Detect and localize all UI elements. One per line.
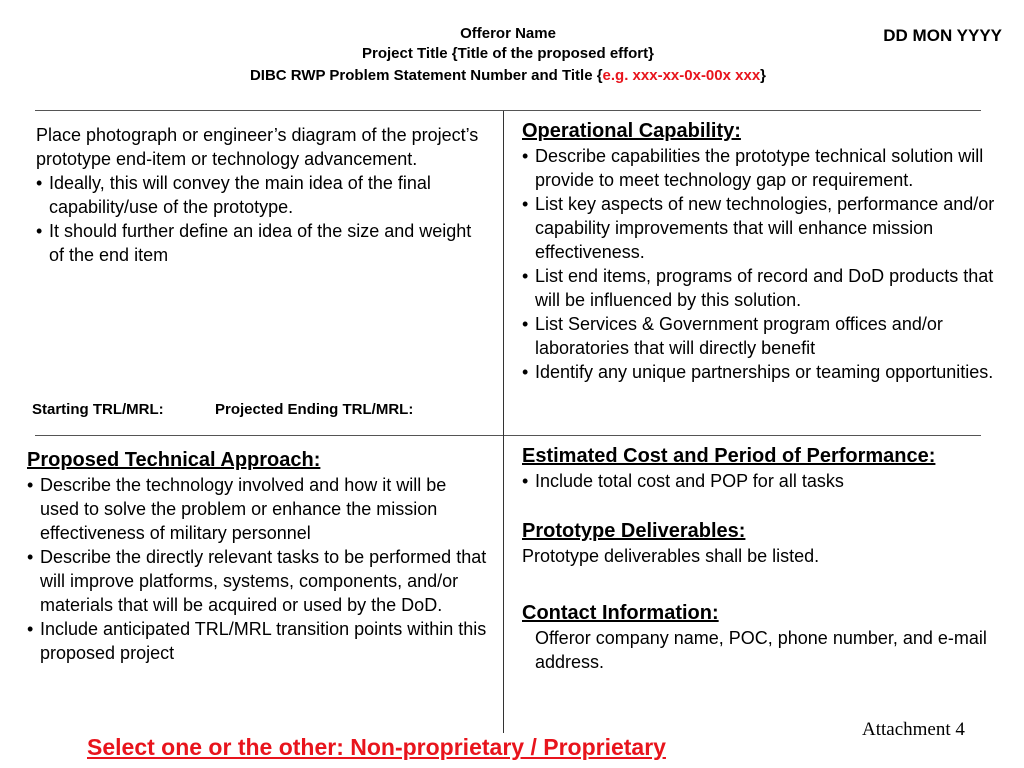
list-item: • It should further define an idea of the size and weight of the end item	[36, 219, 482, 267]
list-item: • List Services & Government program offices and/or laboratories that will directly benefit	[522, 312, 1008, 360]
date-placeholder: DD MON YYYY	[883, 26, 1002, 45]
contact-title: Contact Information:	[522, 602, 719, 624]
list-item: • Ideally, this will convey the main idea of the final capability/use of the prototype.	[36, 171, 482, 219]
deliverables-text: Prototype deliverables shall be listed.	[522, 546, 820, 566]
operational-capability-title: Operational Capability:	[522, 120, 741, 142]
problem-statement-prefix: DIBC RWP Problem Statement Number and Title {	[249, 67, 603, 84]
list-item: • List key aspects of new technologies, performance and/or capability improvements that will enhance mission effectiveness.	[522, 192, 1008, 264]
list-item: • Describe the technology involved and how it will be used to solve the problem or enhance the mission effectiveness of military personnel	[27, 473, 489, 545]
problem-statement-title	[0, 65, 1016, 86]
list-item: • Describe capabilities the prototype technical solution will provide to meet technology gap or requirement.	[522, 144, 1008, 192]
operational-capability-section	[522, 118, 1008, 384]
contact-text: Offeror company name, POC, phone number, and e-mail address.	[535, 628, 987, 672]
problem-statement-example: e.g. xxx-xx-0x-00x xxx	[602, 67, 761, 84]
contact-section	[522, 600, 1008, 674]
problem-statement-suffix: }	[760, 67, 767, 84]
project-title: Project Title {Title of the proposed effort}	[362, 45, 654, 62]
list-item: • Include total cost and POP for all tasks	[522, 469, 1008, 493]
cost-bullets	[522, 469, 1008, 493]
list-item: • Identify any unique partnerships or teaming opportunities.	[522, 360, 1008, 384]
photo-placeholder-panel	[36, 123, 482, 267]
ending-trl-label: Projected Ending TRL/MRL:	[215, 401, 414, 418]
technical-approach-section	[27, 447, 489, 665]
cost-section	[522, 443, 1008, 493]
photo-bullets	[36, 171, 482, 267]
photo-instructions: Place photograph or engineer’s diagram of the project’s prototype end-item or technology advancement.	[36, 125, 479, 169]
technical-approach-bullets	[27, 473, 489, 665]
offeror-name: Offeror Name	[460, 25, 556, 42]
technical-approach-title: Proposed Technical Approach:	[27, 449, 321, 471]
proprietary-selector-text[interactable]: Select one or the other: Non-proprietary / Proprietary	[87, 734, 666, 760]
vertical-divider	[503, 111, 504, 733]
middle-divider	[35, 435, 981, 436]
starting-trl-label: Starting TRL/MRL:	[32, 401, 164, 418]
cost-title: Estimated Cost and Period of Performance:	[522, 445, 936, 467]
list-item: • Include anticipated TRL/MRL transition points within this proposed project	[27, 617, 489, 665]
deliverables-title: Prototype Deliverables:	[522, 520, 746, 542]
top-divider	[35, 110, 981, 111]
deliverables-section	[522, 518, 1008, 568]
attachment-label: Attachment 4	[862, 719, 965, 740]
list-item: • List end items, programs of record and DoD products that will be influenced by this solution.	[522, 264, 1008, 312]
list-item: • Describe the directly relevant tasks to be performed that will improve platforms, systems, components, and/or materials that will be acquired or used by the DoD.	[27, 545, 489, 617]
operational-capability-bullets	[522, 144, 1008, 384]
